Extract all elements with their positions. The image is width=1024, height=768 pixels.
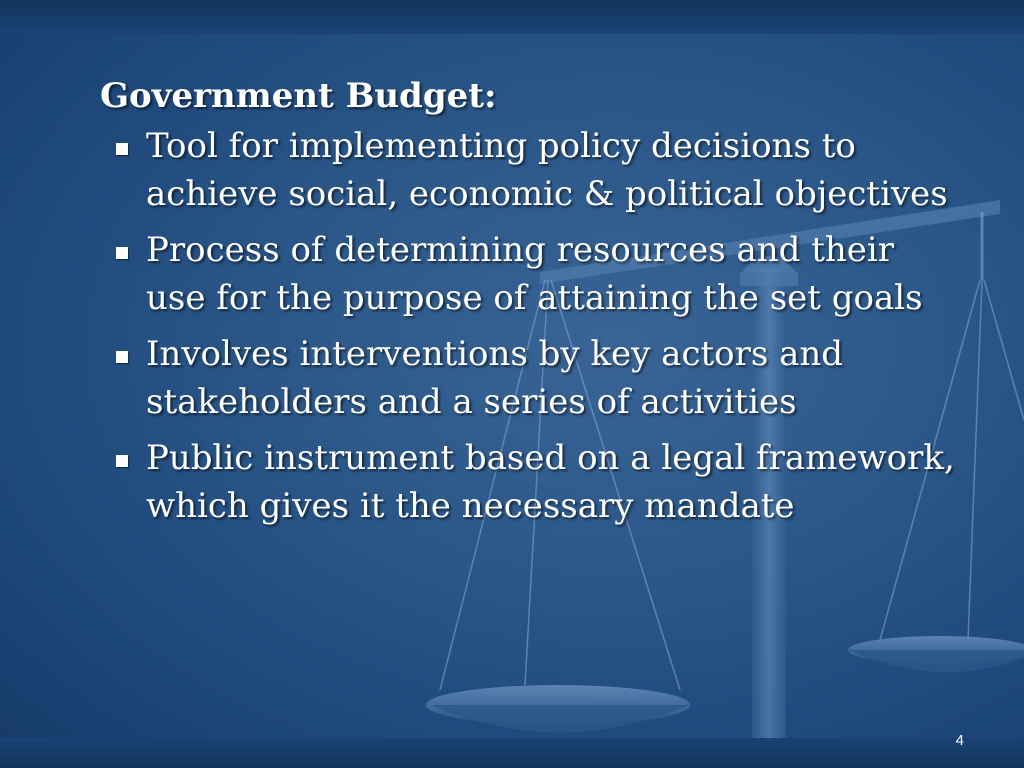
slide-heading: Government Budget: xyxy=(100,76,497,116)
bullet-item xyxy=(100,330,960,426)
bullet-list xyxy=(100,122,960,530)
square-bullet-icon xyxy=(116,247,128,259)
bullet-item xyxy=(100,434,960,530)
square-bullet-icon xyxy=(116,455,128,467)
bullet-text: Process of determining resources and their use for the purpose of attaining the set goals xyxy=(146,230,923,318)
slide-content xyxy=(100,72,960,538)
bullet-text: Tool for implementing policy decisions to achieve social, economic & political objectives xyxy=(146,126,948,214)
page-number: 4 xyxy=(955,732,964,749)
bullet-text: Involves interventions by key actors and stakeholders and a series of activities xyxy=(146,334,844,422)
bottom-band xyxy=(0,738,1024,768)
square-bullet-icon xyxy=(116,143,128,155)
bullet-text: Public instrument based on a legal framework, which gives it the necessary mandate xyxy=(146,438,955,526)
bullet-item xyxy=(100,226,960,322)
square-bullet-icon xyxy=(116,351,128,363)
bullet-item xyxy=(100,122,960,218)
